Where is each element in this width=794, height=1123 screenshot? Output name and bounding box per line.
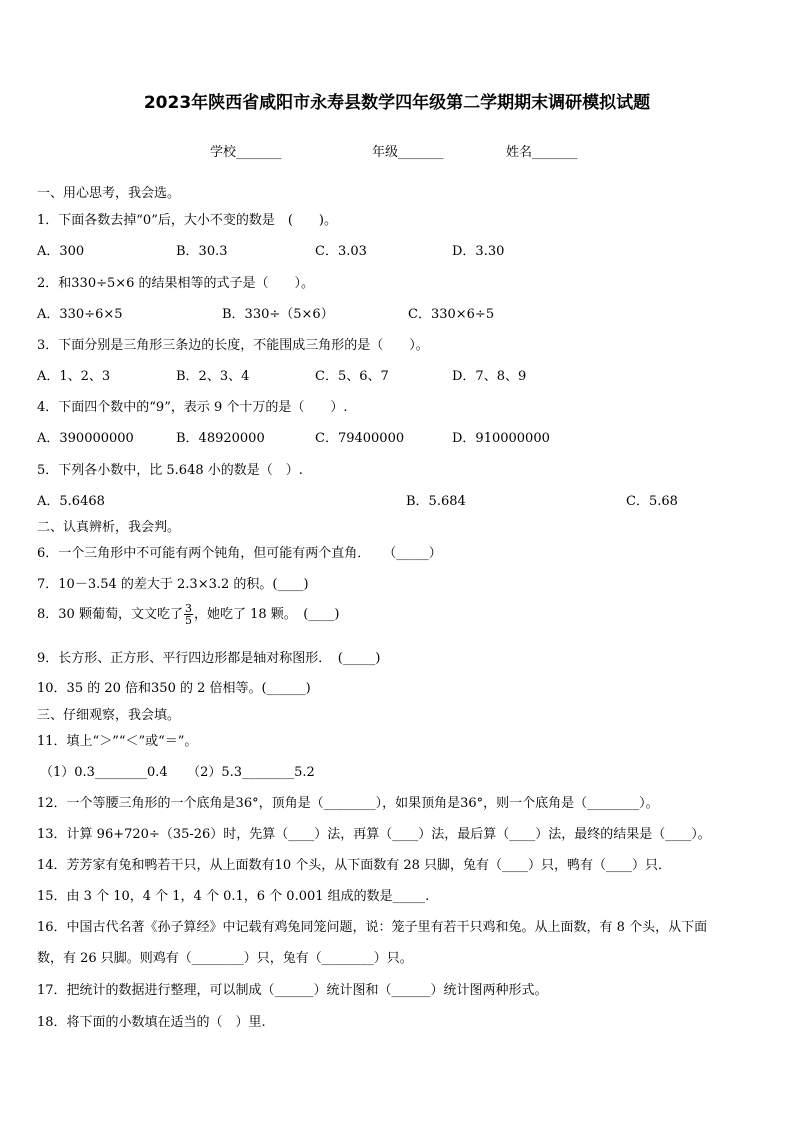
question-9: 9．长方形、正方形、平行四边形都是轴对称图形． (_____) [37,651,381,666]
question-4: 4．下面四个数中的“9”，表示 9 个十万的是（ ）. [37,400,348,415]
question-2: 2．和330÷5×6 的结果相等的式子是（ ）。 [37,276,315,291]
section-heading-3: 三、仔细观察，我会填。 [37,708,181,723]
question-1: 1．下面各数去掉“0”后，大小不变的数是 ( )。 [37,213,337,228]
q5-option-a: A．5.6468 [37,494,105,509]
q4-option-a: A．390000000 [37,431,134,446]
q1-option-a: A．300 [37,244,85,259]
q3-option-d: D．7、8、9 [452,369,527,384]
question-15: 15．由 3 个 10，4 个 1，4 个 0.1，6 个 0.001 组成的数是_____. [37,889,430,904]
question-14: 14．芳芳家有兔和鸭若干只，从上面数有10 个头，从下面数有 28 只脚，兔有（____）只，鸭有（____）只． [37,858,672,873]
q4-option-d: D．910000000 [452,431,550,446]
q5-option-c: C．5.68 [626,494,678,509]
q4-option-b: B．48920000 [176,431,265,446]
question-18: 18．将下面的小数填在适当的（ ）里. [37,1015,266,1030]
q2-option-b: B．330÷（5×6） [222,307,334,322]
question-16-line-1: 16．中国古代名著《孙子算经》中记载有鸡兔同笼问题，说：笼子里有若干只鸡和兔。从上面数，有 8 个头，从下面 [37,920,708,935]
question-6: 6．一个三角形中不可能有两个钝角，但可能有两个直角． （_____） [37,546,442,561]
q2-option-c: C．330×6÷5 [408,307,495,322]
name-field: 姓名_______ [506,145,578,160]
question-5: 5．下列各小数中，比 5.648 小的数是（ ）. [37,463,303,478]
question-8 [37,603,339,626]
q1-option-c: C．3.03 [315,244,367,259]
section-heading-1: 一、用心思考，我会选。 [37,186,181,201]
q8-numerator: 3 [184,602,192,615]
question-10: 10．35 的 20 倍和350 的 2 倍相等。(______) [37,681,311,696]
question-13: 13．计算 96+720÷（35-26）时，先算（____）法，再算（____）法，最后算（____）法，最终的结果是（____）。 [37,827,711,842]
q8-denominator: 5 [184,614,192,627]
q3-option-a: A．1、2、3 [37,369,111,384]
q4-option-c: C．79400000 [315,431,405,446]
q3-option-c: C．5、6、7 [315,369,389,384]
q8-text-pre: 8．30 颗葡萄，文文吃了 [37,607,183,622]
question-7: 7．10－3.54 的差大于 2.3×3.2 的积。(____) [37,577,309,592]
q3-option-b: B．2、3、4 [176,369,250,384]
question-12: 12．一个等腰三角形的一个底角是36°，顶角是（________），如果顶角是36°，则一个底角是（________）。 [37,796,659,811]
section-heading-2: 二、认真辨析，我会判。 [37,520,181,535]
page-title: 2023年陕西省咸阳市永寿县数学四年级第二学期期末调研模拟试题 [143,93,651,113]
question-17: 17．把统计的数据进行整理，可以制成（______）统计图和（______）统计图两种形式。 [37,983,548,998]
grade-field: 年级_______ [372,145,444,160]
question-11: 11．填上“＞”“＜”或“＝”。 [37,734,198,749]
school-field: 学校_______ [210,145,282,160]
question-11-sub: （1）0.3________0.4 （2）5.3________5.2 [40,765,315,780]
q8-text-post: ，她吃了 18 颗。 (____) [193,607,340,622]
question-16-line-2: 数，有 26 只脚。则鸡有（________）只，兔有（________）只。 [37,951,413,966]
q8-fraction [184,603,193,626]
q5-option-b: B．5.684 [406,494,466,509]
q1-option-b: B．30.3 [176,244,228,259]
question-3: 3．下面分别是三角形三条边的长度，不能围成三角形的是（ ）。 [37,338,429,353]
q1-option-d: D．3.30 [452,244,505,259]
q2-option-a: A．330÷6×5 [37,307,123,322]
